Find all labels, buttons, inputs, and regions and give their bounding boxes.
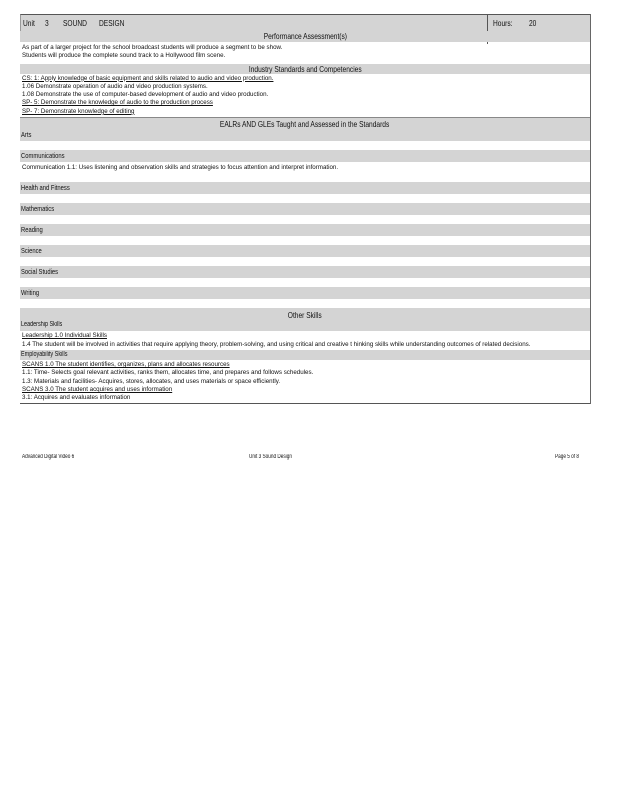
footer-page <box>555 454 586 460</box>
ealr-health-bar <box>20 182 590 194</box>
performance-line: As part of a larger project for the school broadcast students will produce a segment to be show. <box>22 44 283 51</box>
ealr-communications: Communications <box>21 151 65 161</box>
standard-line: 1.06 Demonstrate operation of audio and video production systems. <box>22 82 208 90</box>
ealr-science: Science <box>21 246 42 256</box>
ealr-writing: Writing <box>21 288 40 298</box>
performance-heading-bar <box>20 31 590 42</box>
unit-document <box>20 14 591 404</box>
footer-unit-text: Unit 3 Sound Design <box>249 454 292 460</box>
ealr-reading: Reading <box>21 225 43 235</box>
employability-skills-bar <box>20 350 590 360</box>
footer-course <box>22 454 89 460</box>
ealr-mathematics-bar <box>20 203 590 215</box>
hours-label: Hours: <box>493 18 513 28</box>
ealr-reading-bar <box>20 224 590 236</box>
unit-title-word-1: SOUND <box>63 18 87 28</box>
ealrs-heading-bar <box>20 117 590 141</box>
standard-line: SP- 7: Demonstrate knowledge of editing <box>22 107 135 115</box>
standards-heading-bar <box>20 64 590 74</box>
ealr-science-bar <box>20 245 590 257</box>
employability-skills-label: Employability Skills <box>21 350 68 358</box>
leadership-line: Leadership 1.0 Individual Skills <box>22 332 107 340</box>
ealr-health: Health and Fitness <box>21 183 70 193</box>
employability-line: 1.1: Time- Selects goal relevant activities, ranks them, allocates time, and prepares and follows schedules. <box>22 369 314 377</box>
employability-line: 1.3: Materials and facilities- Acquires, stores, allocates, and uses materials or space efficiently. <box>22 377 281 385</box>
unit-title-word-2: DESIGN <box>99 18 125 28</box>
other-skills-heading-bar <box>20 308 590 331</box>
employability-line: SCANS 3.0 The student acquires and uses information <box>22 385 173 393</box>
standards-heading: Industry Standards and Competencies <box>248 63 362 74</box>
leadership-line: 1.4 The student will be involved in activities that require applying theory, problem-solving, and using critical and creative t hinking skills while understanding outcomes of related decisions. <box>22 340 531 348</box>
standard-line: SP- 5: Demonstrate the knowledge of audio to the production process <box>22 99 213 107</box>
performance-heading: Performance Assessment(s) <box>263 31 347 41</box>
unit-label: Unit <box>23 18 35 28</box>
footer-page-text: Page 5 of 8 <box>555 454 579 460</box>
standard-line: 1.08 Demonstrate the use of computer-based development of audio and video production. <box>22 91 269 99</box>
ealr-mathematics: Mathematics <box>21 204 55 214</box>
employability-line: SCANS 1.0 The student identifies, organizes, plans and allocates resources <box>22 360 230 368</box>
ealr-communications-bar <box>20 150 590 162</box>
ealr-writing-bar <box>20 287 590 299</box>
standard-line: CS: 1: Apply knowledge of basic equipment and skills related to audio and video production. <box>22 74 274 82</box>
ealr-arts: Arts <box>21 130 32 140</box>
communications-line: Communication 1.1: Uses listening and observation skills and strategies to focus attention and interpret information. <box>22 164 339 172</box>
document-bottom-rule <box>20 403 590 404</box>
ealr-social-studies: Social Studies <box>21 267 59 277</box>
leadership-skills-label: Leadership Skills <box>21 321 63 329</box>
performance-line: Students will produce the complete sound track to a Hollywood film scene. <box>22 52 226 60</box>
employability-line: 3.1: Acquires and evaluates information <box>22 394 131 402</box>
footer-course-text: Advanced Digital Video 6 <box>22 454 75 460</box>
hours-value: 20 <box>529 18 537 28</box>
unit-header <box>20 14 590 31</box>
ealr-social-studies-bar <box>20 266 590 278</box>
ealrs-heading: EALRs AND GLEs Taught and Assessed in the Standards <box>220 119 390 130</box>
footer-unit <box>249 454 304 460</box>
unit-number: 3 <box>45 18 49 28</box>
other-skills-heading: Other Skills <box>288 310 322 321</box>
